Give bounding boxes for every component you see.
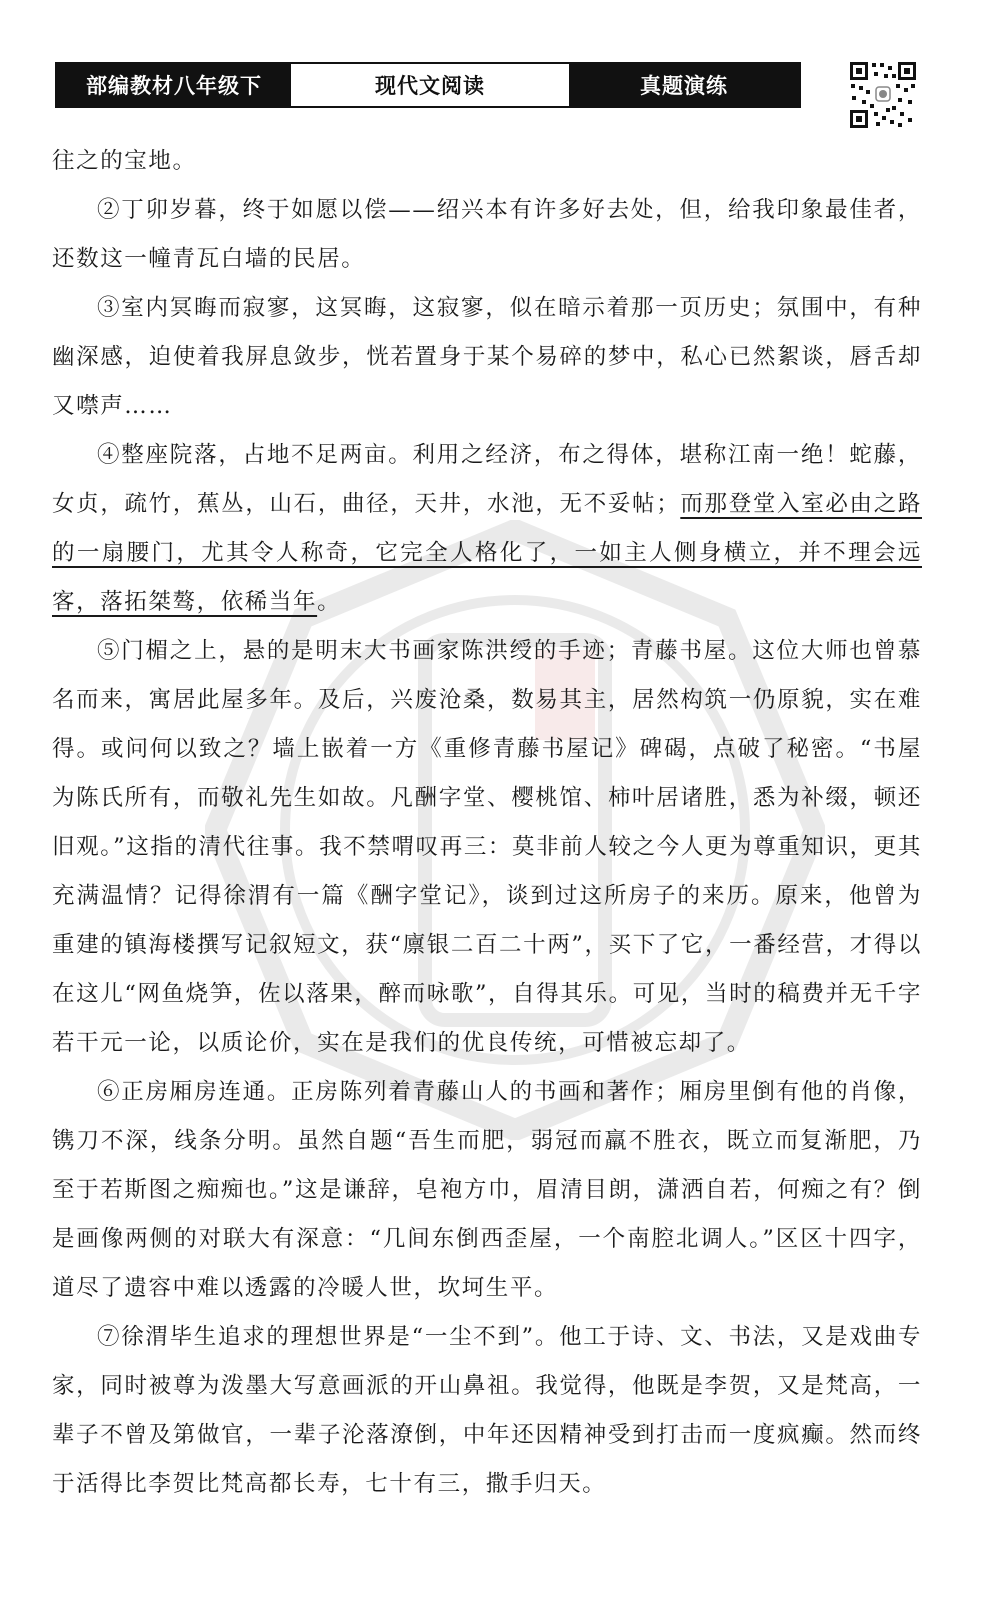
qr-code-icon[interactable] — [848, 60, 918, 130]
article-body — [52, 137, 922, 1509]
header-bar — [55, 62, 801, 108]
paragraph-7: ⑦徐渭毕生追求的理想世界是“一尘不到”。他工于诗、文、书法，又是戏曲专家，同时被尊为泼墨大写意画派的开山鼻祖。我觉得，他既是李贺，又是梵高，一辈子不曾及第做官，一辈子沦落潦倒，中年还因精神受到打击而一度疯癫。然而终于活得比李贺比梵高都长寿，七十有三，撒手归天。 — [52, 1324, 922, 1497]
underlined-sentence: 而那登堂入室必由之路的一扇腰门，尤其令人称奇，它完全人格化了，一如主人侧身横立，并不理会远客，落拓桀骜，依稀当年 — [52, 491, 922, 615]
paragraph-4 — [52, 431, 922, 627]
paragraph-3: ③室内冥晦而寂寥，这冥晦，这寂寥，似在暗示着那一页历史；氛围中，有种幽深感，迫使着我屏息敛步，恍若置身于某个易碎的梦中，私心已然絮谈，唇舌却又噤声…… — [52, 295, 922, 419]
paragraph-4-text: ④整座院落，占地不足两亩。利用之经济，布之得体，堪称江南一绝！蛇藤，女贞，疏竹，蕉丛，山石，曲径，天井，水池，无不妥帖； — [52, 442, 922, 517]
paragraph-5: ⑤门楣之上，悬的是明末大书画家陈洪绶的手迹；青藤书屋。这位大师也曾慕名而来，寓居此屋多年。及后，兴废沧桑，数易其主，居然构筑一仍原貌，实在难得。或问何以致之？墙上嵌着一方《重修青藤书屋记》碑碣，点破了秘密。“书屋为陈氏所有，而敬礼先生如故。凡酬字堂、樱桃馆、柿叶居诸胜，悉为补缀，顿还旧观。”这指的清代往事。我不禁喟叹再三：莫非前人较之今人更为尊重知识，更其充满温情？记得徐渭有一篇《酬字堂记》，谈到过这所房子的来历。原来，他曾为重建的镇海楼撰写记叙短文，获“廪银二百二十两”，买下了它，一番经营，才得以在这儿“网鱼烧笋，佐以落果，醉而咏歌”，自得其乐。可见，当时的稿费并无千字若干元一论，以质论价，实在是我们的优良传统，可惜被忘却了。 — [52, 638, 922, 1056]
exercise-label: 真题演练 — [569, 64, 799, 106]
textbook-label: 部编教材八年级下 — [57, 64, 291, 106]
paragraph-1: 往之的宝地。 — [52, 148, 197, 174]
paragraph-6: ⑥正房厢房连通。正房陈列着青藤山人的书画和著作；厢房里倒有他的肖像，镌刀不深，线条分明。虽然自题“吾生而肥，弱冠而羸不胜衣，既立而复渐肥，乃至于若斯图之痴痴也。”这是谦辞，皂袍方巾，眉清目朗，潇洒自若，何痴之有？倒是画像两侧的对联大有深意：“几间东倒西歪屋，一个南腔北调人。”区区十四字，道尽了遗容中难以透露的冷暖人世，坎坷生平。 — [52, 1079, 922, 1301]
section-title: 现代文阅读 — [291, 64, 569, 106]
paragraph-4-end: 。 — [317, 589, 342, 615]
paragraph-2: ②丁卯岁暮，终于如愿以偿——绍兴本有许多好去处，但，给我印象最佳者，还数这一幢青瓦白墙的民居。 — [52, 197, 922, 272]
